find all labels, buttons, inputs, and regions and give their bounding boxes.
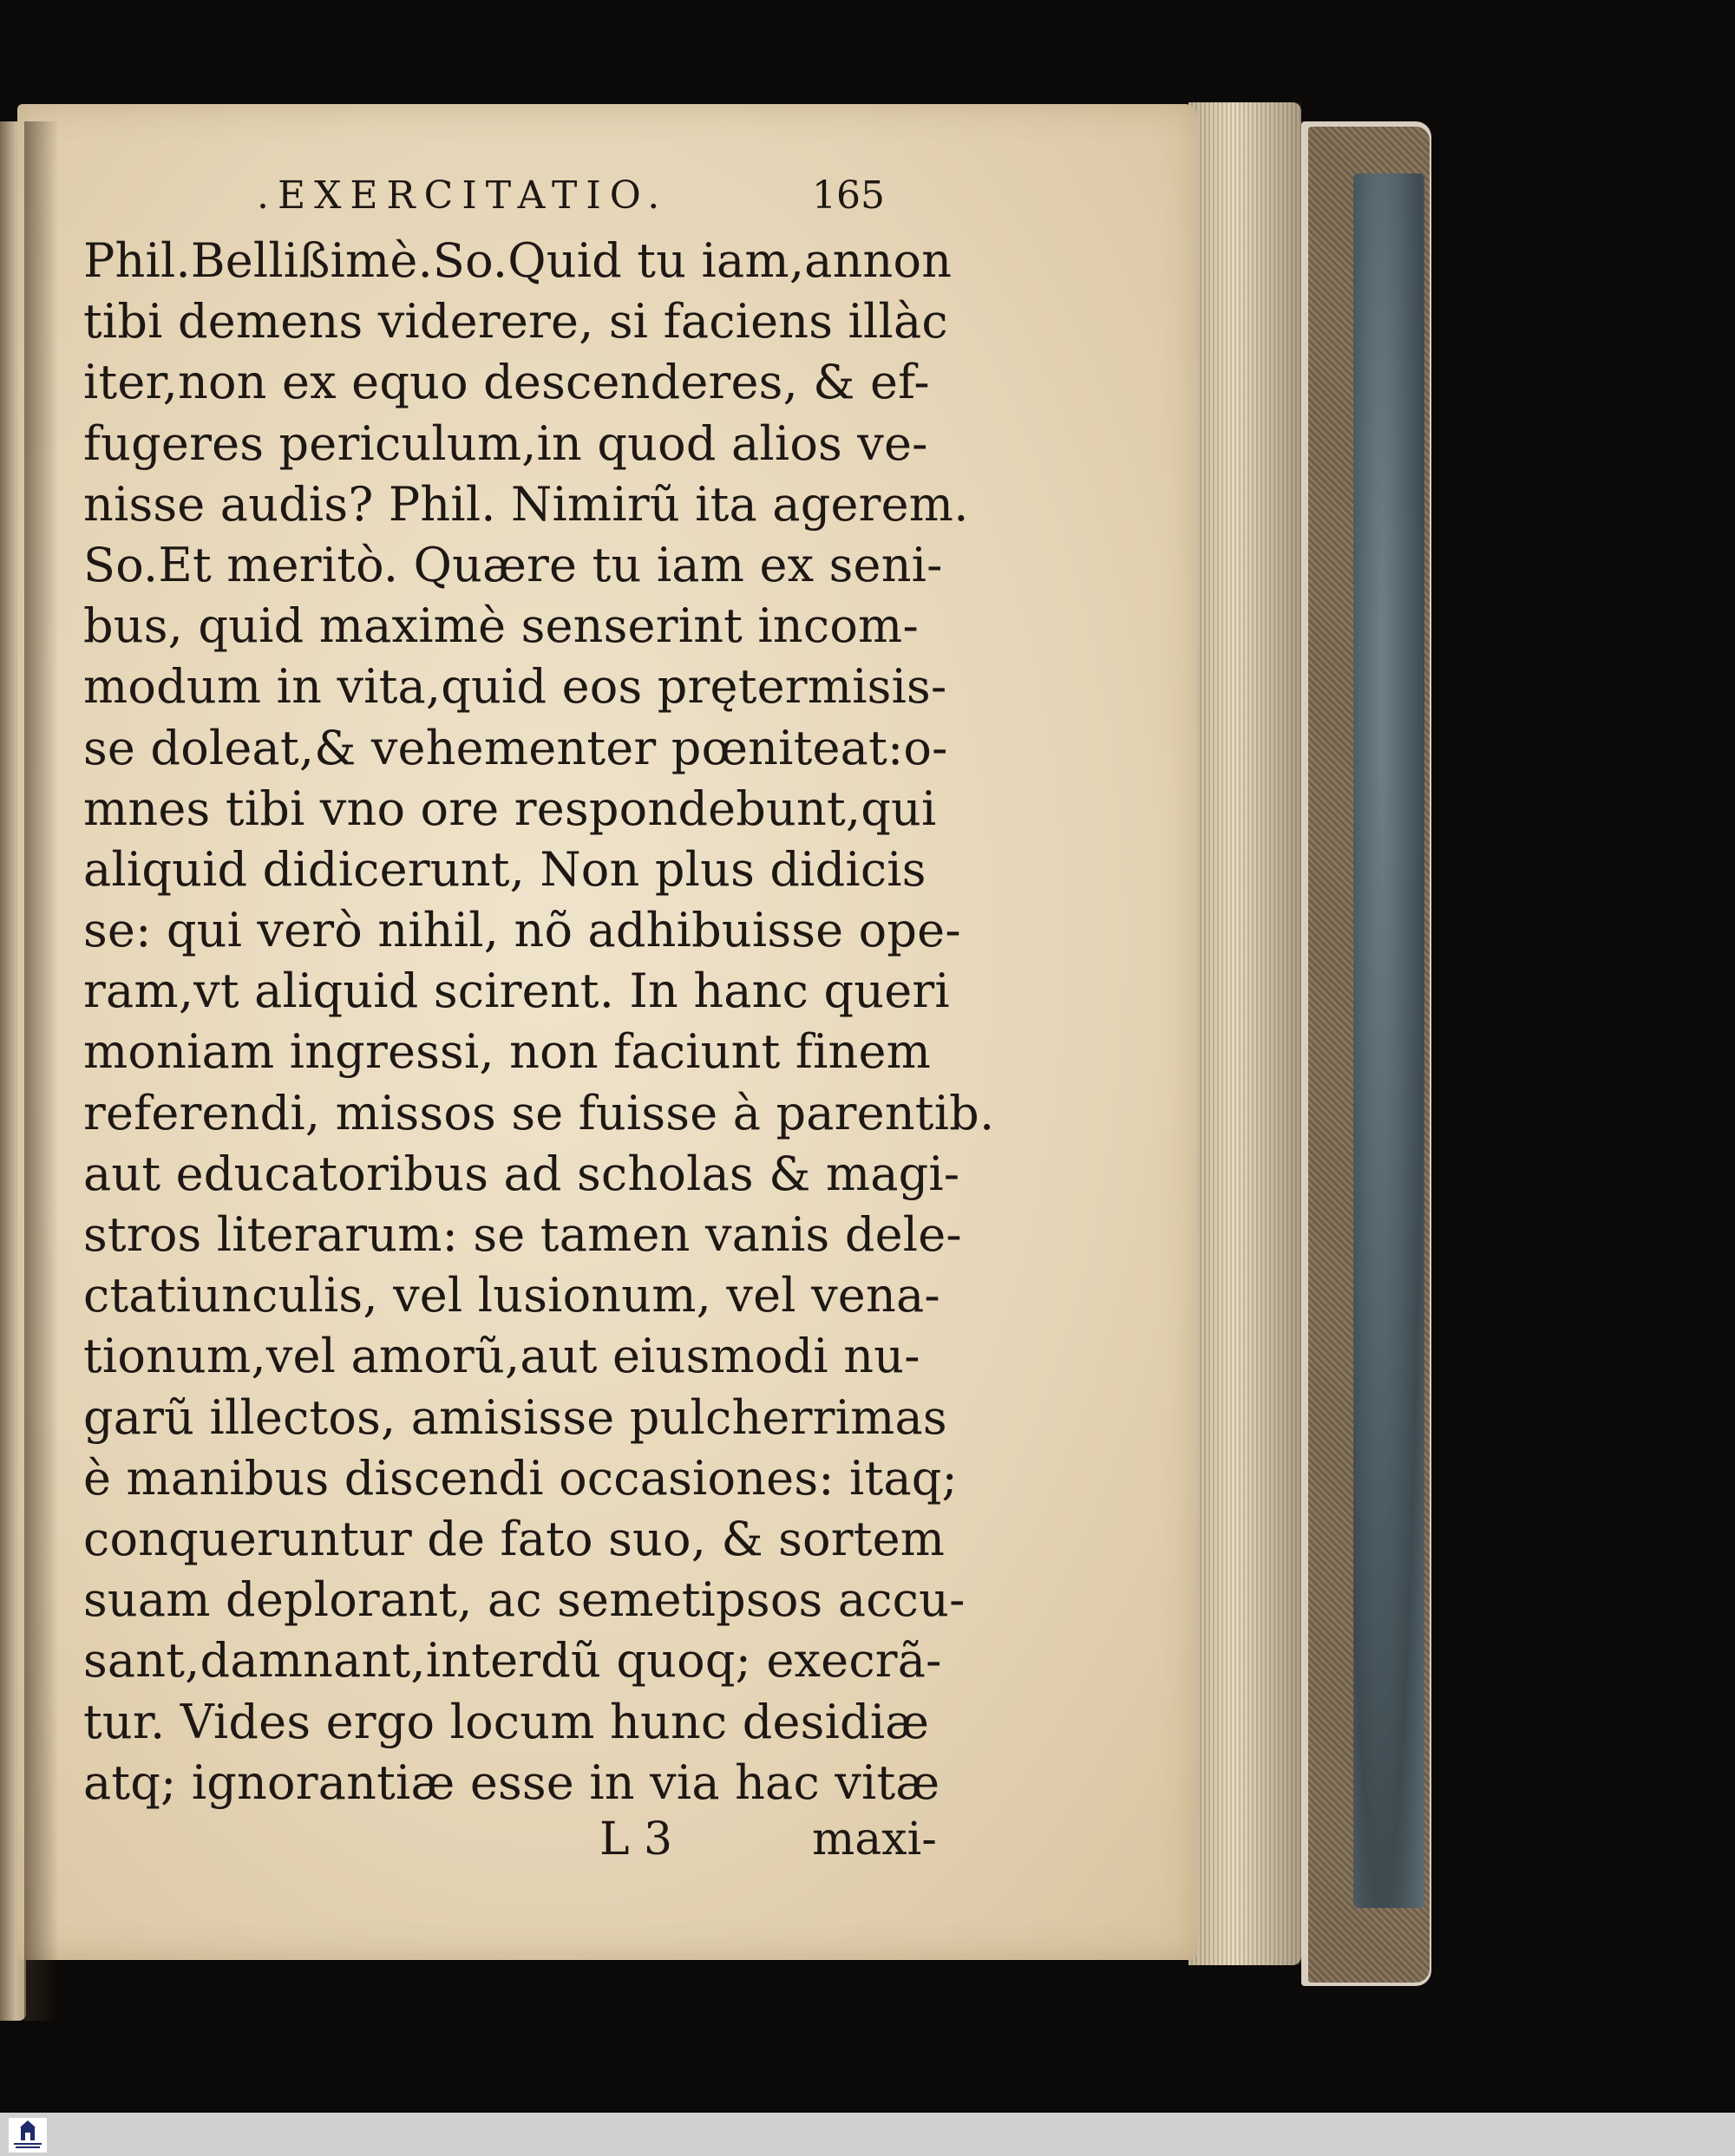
text-line: ctatiunculis, vel lusionum, vel vena- xyxy=(83,1268,940,1323)
text-line: conqueruntur de fato suo, & sortem xyxy=(83,1511,946,1566)
text-line: tibi demens viderere, si faciens illàc xyxy=(83,294,948,350)
running-head: .EXERCITATIO. xyxy=(257,173,669,218)
page-number: 165 xyxy=(812,173,885,218)
text-line: modum in vita,quid eos prętermisis- xyxy=(83,659,947,715)
text-line: fugeres periculum,in quod alios ve- xyxy=(83,415,928,471)
text-line: mnes tibi vno ore respondebunt,qui xyxy=(83,781,937,836)
text-line: sant,damnant,interdũ quoq; execrã- xyxy=(83,1633,942,1689)
text-line: bus, quid maximè senserint incom- xyxy=(83,598,919,654)
marbled-paper xyxy=(1353,173,1424,1908)
text-line: se: qui verò nihil, nõ adhibuisse ope- xyxy=(83,903,961,958)
gutter-shadow xyxy=(24,121,59,2021)
catchword: maxi- xyxy=(812,1813,937,1865)
text-line: iter,non ex equo descenderes, & ef- xyxy=(83,355,930,410)
text-line: nisse audis? Phil. Nimirũ ita agerem. xyxy=(83,476,969,532)
page-header xyxy=(83,173,959,231)
text-line: atq; ignorantiæ esse in via hac vitæ xyxy=(83,1754,940,1810)
text-line: Phil.Bellißimè.So.Quid tu iam,annon xyxy=(83,233,953,288)
text-line: So.Et meritò. Quære tu iam ex seni- xyxy=(83,537,943,592)
library-logo-icon xyxy=(9,2118,47,2153)
text-line: se doleat,& vehementer pœniteat:o- xyxy=(83,720,948,775)
viewer-bottom-bar xyxy=(0,2113,1735,2156)
text-line: tur. Vides ergo locum hunc desidiæ xyxy=(83,1694,930,1749)
text-line: referendi, missos se fuisse à parentib. xyxy=(83,1085,995,1140)
text-line: garũ illectos, amisisse pulcherrimas xyxy=(83,1389,947,1445)
text-line: moniam ingressi, non faciunt finem xyxy=(83,1024,932,1080)
text-line: aut educatoribus ad scholas & magi- xyxy=(83,1146,960,1201)
text-line: stros literarum: se tamen vanis dele- xyxy=(83,1207,962,1262)
page-footer xyxy=(83,1813,959,1874)
signature-mark: L 3 xyxy=(599,1813,673,1865)
text-block xyxy=(83,173,995,1874)
text-line: suam deplorant, ac semetipsos accu- xyxy=(83,1572,966,1628)
body-text xyxy=(83,231,995,1813)
text-line: tionum,vel amorũ,aut eiusmodi nu- xyxy=(83,1329,920,1384)
text-line: è manibus discendi occasiones: itaq; xyxy=(83,1450,958,1506)
page-block-shade xyxy=(1188,102,1301,1965)
text-line: aliquid didicerunt, Non plus didicis xyxy=(83,841,926,897)
text-line: ram,vt aliquid scirent. In hanc queri xyxy=(83,964,950,1019)
